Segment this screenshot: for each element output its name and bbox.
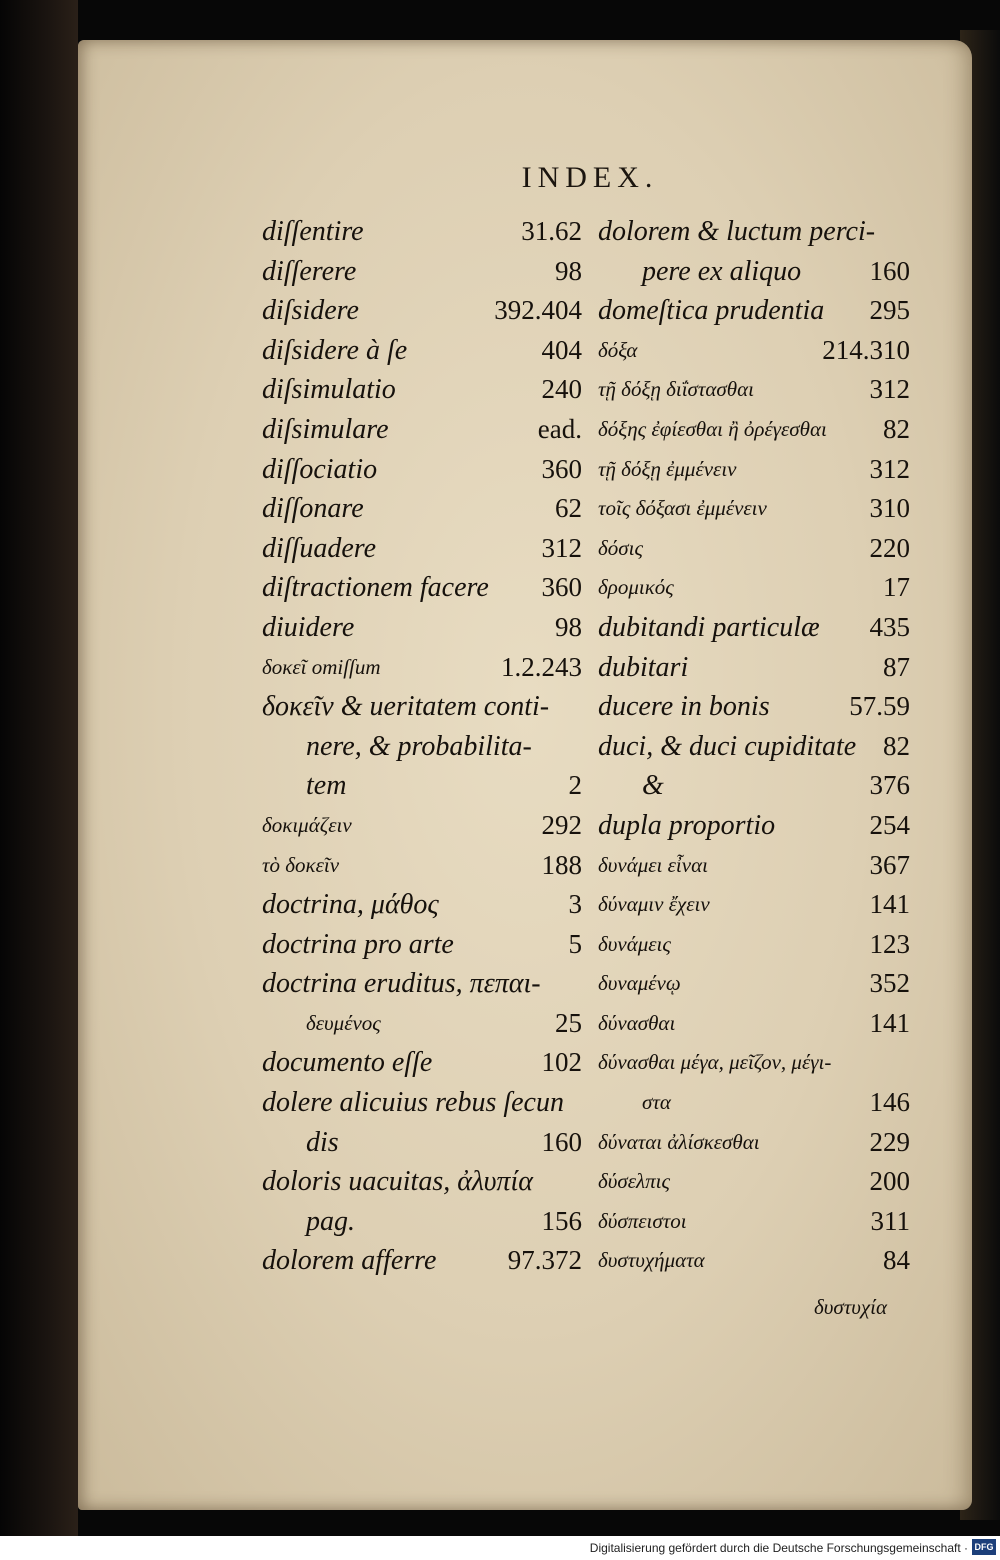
footer-credit: Digitalisierung gefördert durch die Deutsche Forschungsgemeinschaft · <box>589 1541 968 1555</box>
index-term: domeſtica prudentia <box>598 295 825 327</box>
index-term: δύσπειστοι <box>598 1208 687 1233</box>
page-title: INDEX. <box>521 161 659 194</box>
index-entry <box>262 370 582 410</box>
index-entry <box>262 489 582 529</box>
index-page-number: 311 <box>870 1205 910 1236</box>
index-page-number: 240 <box>541 374 582 405</box>
index-page-number: 82 <box>883 413 910 444</box>
index-page-number: 5 <box>568 928 582 959</box>
index-term: δοκεῖ omiſſum <box>262 654 381 679</box>
index-entry <box>598 885 910 925</box>
digitization-footer <box>0 1536 1000 1560</box>
index-entry <box>262 1004 582 1044</box>
index-term: δυστυχήματα <box>598 1248 705 1273</box>
index-term: δύναμιν ἔχειν <box>598 892 710 917</box>
index-entry <box>598 608 910 648</box>
index-term: δύνασθαι μέγα, μεῖζον, μέγι- <box>598 1050 832 1075</box>
index-term: pere ex aliquo <box>642 255 802 287</box>
index-page-number: 295 <box>869 295 910 326</box>
index-term: diſsimulare <box>262 413 389 445</box>
index-term: τὸ δοκεῖν <box>262 852 340 877</box>
index-entry <box>598 1004 910 1044</box>
index-entry <box>262 1241 582 1281</box>
index-term: diſſerere <box>262 255 357 287</box>
index-entry <box>262 727 582 767</box>
index-term: doctrina, μάθος <box>262 889 439 921</box>
index-term: τῇ δόξῃ διΐστασθαι <box>598 377 754 402</box>
index-page-number: 435 <box>869 611 910 642</box>
index-page-number: ead. <box>537 413 582 444</box>
catchword: δυστυχία <box>814 1295 888 1319</box>
index-page-number: 84 <box>883 1245 910 1276</box>
index-entry <box>262 252 582 292</box>
index-page-number: 214.310 <box>822 334 910 365</box>
index-term: δόξης ἐφίεσθαι ἢ ὀρέγεσθαι <box>598 416 827 441</box>
index-entry <box>262 450 582 490</box>
index-term: duci, & duci cupiditate <box>598 730 857 762</box>
index-page-number: 3 <box>568 889 582 920</box>
index-entry <box>598 291 910 331</box>
index-page-number: 312 <box>541 532 582 563</box>
index-term: dubitandi particulæ <box>598 611 820 643</box>
index-term: τοῖς δόξασι ἐμμένειν <box>598 496 767 521</box>
index-term: δυνάμεις <box>598 931 671 956</box>
index-entry <box>262 687 582 727</box>
index-entry <box>262 529 582 569</box>
index-term: tem <box>306 770 347 802</box>
index-term: δευμένος <box>306 1010 381 1035</box>
index-entry <box>598 212 910 252</box>
index-page-number: 367 <box>869 849 910 880</box>
index-term: diſſentire <box>262 216 364 247</box>
index-page-number: 200 <box>869 1166 910 1197</box>
index-page-number: 82 <box>883 730 910 761</box>
index-entry <box>598 687 910 727</box>
index-entry <box>262 1202 582 1242</box>
index-term: diſſonare <box>262 493 364 525</box>
index-page-number: 254 <box>869 809 910 840</box>
index-page-number: 98 <box>555 611 582 642</box>
index-term: dolere alicuius rebus ſecun <box>262 1087 564 1119</box>
index-page-number: 156 <box>541 1205 582 1236</box>
index-page-number: 102 <box>541 1047 582 1078</box>
index-term: doctrina eruditus, πεπαι- <box>262 968 541 1000</box>
index-entry <box>598 964 910 1004</box>
index-page-number: 57.59 <box>849 691 910 722</box>
index-entry <box>262 568 582 608</box>
index-term: δόσις <box>598 535 643 560</box>
index-column-left <box>262 212 582 1281</box>
index-term: dolorem afferre <box>262 1245 437 1277</box>
index-page-number: 160 <box>541 1126 582 1157</box>
index-entry <box>262 766 582 806</box>
index-page-number: 141 <box>869 1007 910 1038</box>
index-page-number: 123 <box>869 928 910 959</box>
index-column-right <box>598 212 910 1281</box>
index-entry <box>262 925 582 965</box>
index-entry <box>598 370 910 410</box>
index-entry <box>262 291 582 331</box>
index-entry <box>598 331 910 371</box>
index-entry <box>262 964 582 1004</box>
book-binding-edge <box>0 0 78 1536</box>
index-term: δύναται ἀλίσκεσθαι <box>598 1129 760 1154</box>
index-page-number: 352 <box>869 968 910 999</box>
index-page-number: 97.372 <box>507 1245 582 1276</box>
index-term: diſſociatio <box>262 453 378 485</box>
index-page-number: 360 <box>541 453 582 484</box>
index-term: δόξα <box>598 337 638 362</box>
index-page-number: 404 <box>541 334 582 365</box>
index-term: δοκεῖν & ueritatem conti- <box>262 691 550 723</box>
index-term: dubitari <box>598 651 689 683</box>
index-term: dolorem & luctum perci- <box>598 216 876 247</box>
index-page-number: 188 <box>541 849 582 880</box>
index-term: doctrina pro arte <box>262 928 454 960</box>
index-entry <box>598 806 910 846</box>
index-term: dis <box>306 1126 339 1158</box>
index-entry <box>262 331 582 371</box>
index-entry <box>598 766 910 806</box>
dfg-logo: DFG <box>972 1539 996 1555</box>
index-term: στα <box>642 1090 671 1115</box>
index-entry <box>598 1202 910 1242</box>
index-term: & <box>642 770 664 802</box>
index-term: diſsidere à ſe <box>262 334 408 366</box>
index-term: dupla proportio <box>598 809 776 841</box>
index-page-number: 25 <box>555 1007 582 1038</box>
index-page-number: 292 <box>541 809 582 840</box>
index-page-number: 220 <box>869 532 910 563</box>
index-entry <box>598 648 910 688</box>
index-entry <box>598 846 910 886</box>
index-term: doloris uacuitas, ἀλυπία <box>262 1166 533 1198</box>
index-entry <box>262 1162 582 1202</box>
index-page-number: 310 <box>869 493 910 524</box>
index-term: diſſuadere <box>262 532 377 564</box>
index-entry <box>262 1083 582 1123</box>
index-entry <box>598 727 910 767</box>
index-entry <box>598 568 910 608</box>
index-term: δυνάμει εἶναι <box>598 852 708 877</box>
index-entry <box>598 1162 910 1202</box>
index-entry <box>598 1123 910 1163</box>
index-page-number: 98 <box>555 255 582 286</box>
index-entry <box>598 252 910 292</box>
index-entry <box>262 885 582 925</box>
index-entry <box>262 608 582 648</box>
index-page-number: 360 <box>541 572 582 603</box>
index-term: δυναμένῳ <box>598 971 681 996</box>
index-page-number: 146 <box>869 1087 910 1118</box>
index-term: diſsimulatio <box>262 374 396 406</box>
index-entry <box>262 806 582 846</box>
index-page-number: 87 <box>883 651 910 682</box>
index-page-number: 312 <box>869 374 910 405</box>
index-term: diſsidere <box>262 295 359 327</box>
index-page-number: 312 <box>869 453 910 484</box>
index-entry <box>598 450 910 490</box>
index-entry <box>262 212 582 252</box>
index-page-number: 2 <box>568 770 582 801</box>
index-entry <box>598 1083 910 1123</box>
index-page-number: 31.62 <box>521 216 582 246</box>
index-term: δύνασθαι <box>598 1010 676 1035</box>
index-page-number: 17 <box>883 572 910 603</box>
index-entry <box>598 410 910 450</box>
index-term: diuidere <box>262 611 355 643</box>
index-entry <box>262 410 582 450</box>
index-term: documento eſſe <box>262 1047 433 1079</box>
index-entry <box>262 1043 582 1083</box>
index-term: ducere in bonis <box>598 691 770 723</box>
index-term: δοκιμάζειν <box>262 812 352 837</box>
index-entry <box>598 925 910 965</box>
index-page-number: 141 <box>869 889 910 920</box>
index-term: δρομικός <box>598 575 674 600</box>
index-page-number: 62 <box>555 493 582 524</box>
index-term: diſtractionem facere <box>262 572 489 604</box>
index-page-number: 376 <box>869 770 910 801</box>
index-entry <box>598 1043 910 1083</box>
index-entry <box>598 489 910 529</box>
index-page-number: 392.404 <box>494 295 582 326</box>
index-term: δύσελπις <box>598 1169 671 1194</box>
index-page-number: 1.2.243 <box>501 651 582 682</box>
index-page-number: 229 <box>869 1126 910 1157</box>
index-term: nere, & probabilita- <box>306 730 532 762</box>
index-term: pag. <box>306 1205 355 1237</box>
index-entry <box>598 529 910 569</box>
index-entry <box>262 846 582 886</box>
index-entry <box>598 1241 910 1281</box>
index-entry <box>262 1123 582 1163</box>
index-term: τῇ δόξῃ ἐμμένειν <box>598 456 737 481</box>
index-page-number: 160 <box>869 255 910 286</box>
index-entry <box>262 648 582 688</box>
